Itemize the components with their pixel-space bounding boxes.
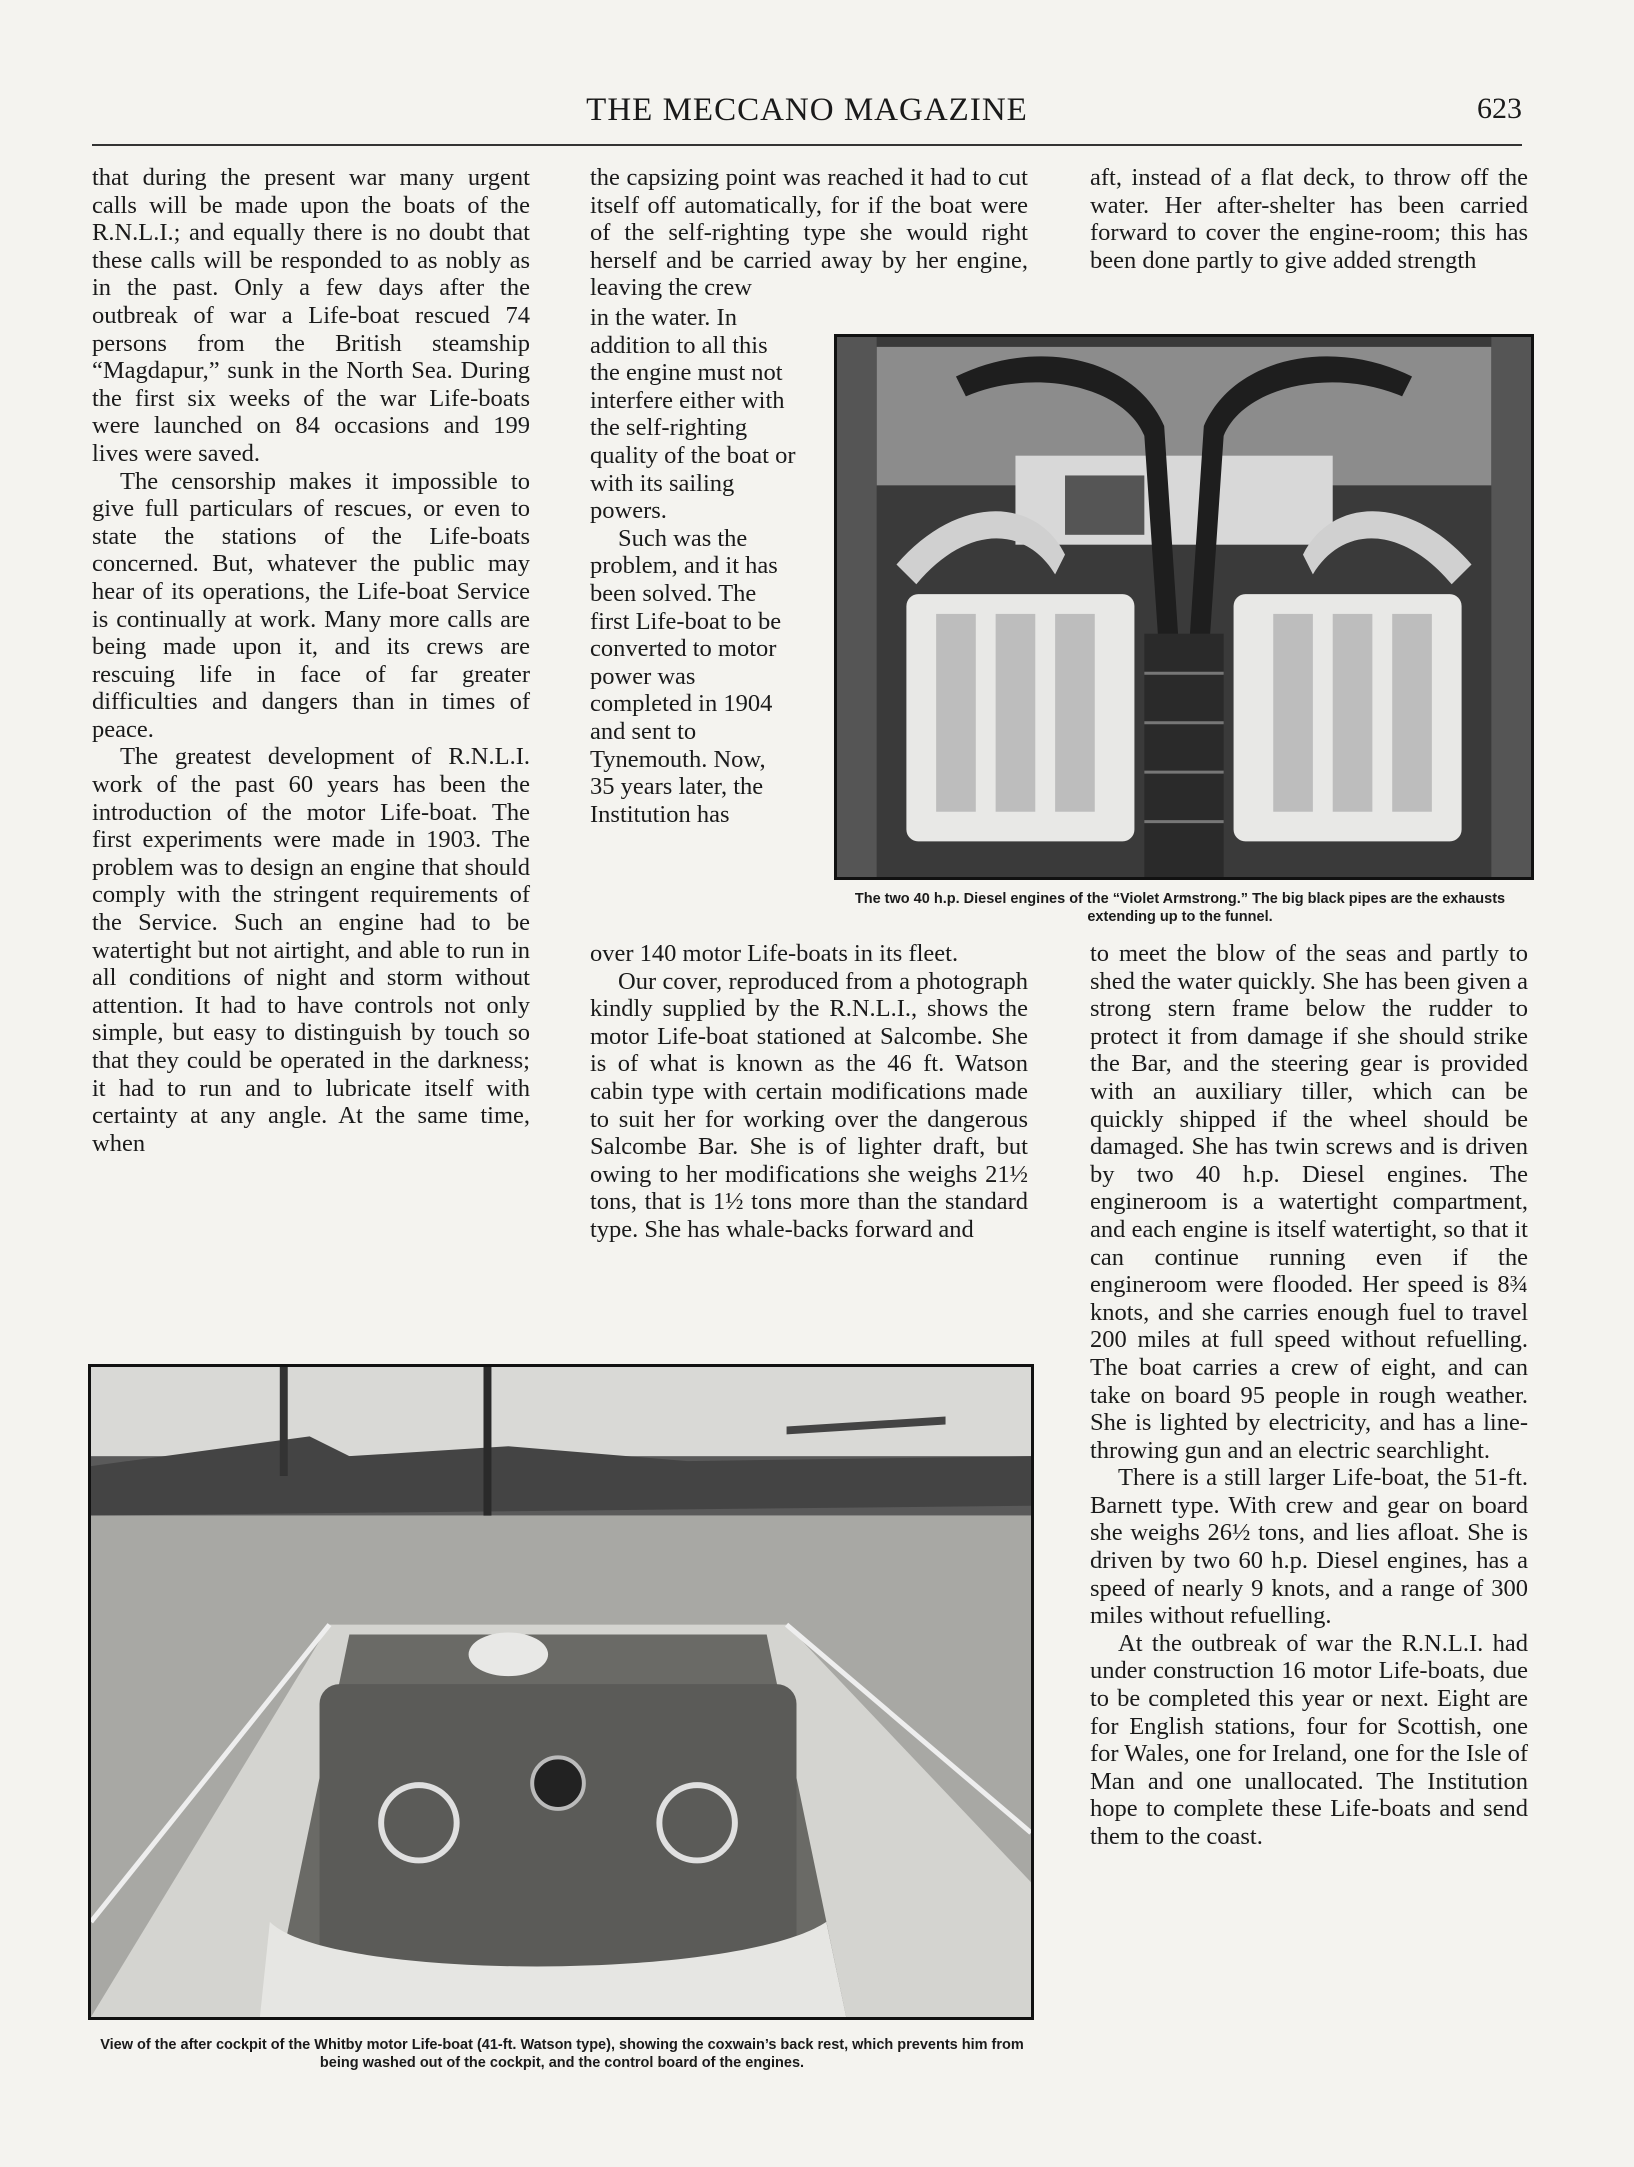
- column-2-top: [590, 164, 1028, 302]
- cockpit-photo: [88, 1364, 1034, 2020]
- column-3-bottom: [1090, 940, 1528, 1851]
- cockpit-photo-caption: View of the after cockpit of the Whitby motor Life-boat (41-ft. Watson type), showing the coxwain’s back rest, which prevents him from being washed out of the cockpit, and the control board of the engines.: [100, 2037, 1024, 2071]
- engine-room-photo: [834, 334, 1534, 880]
- paragraph: to meet the blow of the seas and partly to shed the water quickly. She has been given a strong stern frame below the rudder to protect it from damage if she should strike the Bar, and the steering gear is provided with an auxiliary tiller, which can be quickly shipped if the wheel should be damaged. She has twin screws and is driven by two 40 h.p. Diesel engines. The engineroom is a watertight compartment, and each engine is itself watertight, so that it can continue running even if the engineroom were flooded. Her speed is 8¾ knots, and she carries enough fuel to travel 200 miles at full speed without refuelling. The boat carries a crew of eight, and can take on board 95 people in rough weather. She is lighted by electricity, and has a line-throwing gun and an electric searchlight.: [1090, 940, 1528, 1464]
- paragraph: that during the present war many urgent calls will be made upon the boats of the R.N.L.I.; and equally there is no doubt that these calls will be responded to as nobly as in the past. Only a few days after the outbreak of war a Life-boat rescued 74 persons from the British steamship “Magdapur,” sunk in the North Sea. During the first six weeks of the war Life-boats were launched on 84 occasions and 199 lives were saved.: [92, 164, 530, 467]
- column-2-bottom: [590, 940, 1028, 1244]
- engine-room-illustration: [837, 337, 1531, 877]
- column-1: [92, 164, 530, 1157]
- paragraph: The greatest development of R.N.L.I. work of the past 60 years has been the introduction of the motor Life-boat. The first experiments were made in 1903. The problem was to design an engine that should comply with the stringent requirements of the Service. Such an engine had to be watertight but not airtight, and able to run in all conditions of night and storm without attention. It had to have controls not only simple, but easy to distinguish by touch so that they could be operated in the darkness; it had to run and to lubricate itself with certainty at any angle. At the same time, when: [92, 743, 530, 1157]
- magazine-title: THE MECCANO MAGAZINE: [586, 92, 1028, 128]
- paragraph: Such was the problem, and it has been solved. The first Life-boat to be converted to motor power was completed in 1904 and sent to Tynemouth. Now, 35 years later, the Institution has: [590, 524, 782, 828]
- paragraph: Our cover, reproduced from a photograph kindly supplied by the R.N.L.I., shows the motor Life-boat stationed at Salcombe. She is of what is known as the 46 ft. Watson cabin type with certain modifications made to suit her for working over the dangerous Salcombe Bar. She is of lighter draft, but owing to her modifications she weighs 21½ tons, that is 1½ tons more than the standard type. She has whale-backs forward and: [590, 967, 1028, 1243]
- cockpit-illustration: [91, 1367, 1031, 2017]
- paragraph: The censorship makes it impossible to give full particulars of rescues, or even to state the stations of the Life-boats concerned. But, whatever the public may hear of its operations, the Life-boat Service is continually at work. Many more calls are being made upon it, and its crews are rescuing life in face of far greater difficulties and dangers than in times of peace.: [92, 467, 530, 743]
- paragraph: in the water. In addition to all this the engine must not interfere either with the self-righting quality of the boat or with its sailing powers.: [590, 304, 796, 525]
- paragraph: the capsizing point was reached it had to cut itself off automatically, for if the boat were of the self-righting type she would right herself and be carried away by her engine, leaving the crew: [590, 164, 1028, 302]
- header-rule: [92, 144, 1522, 146]
- paragraph: At the outbreak of war the R.N.L.I. had under construction 16 motor Life-boats, due to be completed this year or next. Eight are for English stations, four for Scottish, one for Wales, one for Ireland, one for the Isle of Man and one unallocated. The Institution hope to complete these Life-boats and send them to the coast.: [1090, 1629, 1528, 1850]
- column-3-top: [1090, 164, 1528, 274]
- paragraph: aft, instead of a flat deck, to throw off the water. Her after-shelter has been carried forward to cover the engine-room; this has been done partly to give added strength: [1090, 164, 1528, 274]
- column-2-narrow: [590, 304, 796, 828]
- paragraph: There is a still larger Life-boat, the 51-ft. Barnett type. With crew and gear on board she weighs 26½ tons, and lies afloat. She is driven by two 60 h.p. Diesel engines, has a speed of nearly 9 knots, and a range of 300 miles without refuelling.: [1090, 1464, 1528, 1630]
- paragraph: over 140 motor Life-boats in its fleet.: [590, 940, 959, 967]
- page-number: 623: [1477, 92, 1522, 125]
- engine-photo-caption: The two 40 h.p. Diesel engines of the “Violet Armstrong.” The big black pipes are the exhausts extending up to the funnel.: [854, 891, 1506, 925]
- page-header: [92, 92, 1522, 138]
